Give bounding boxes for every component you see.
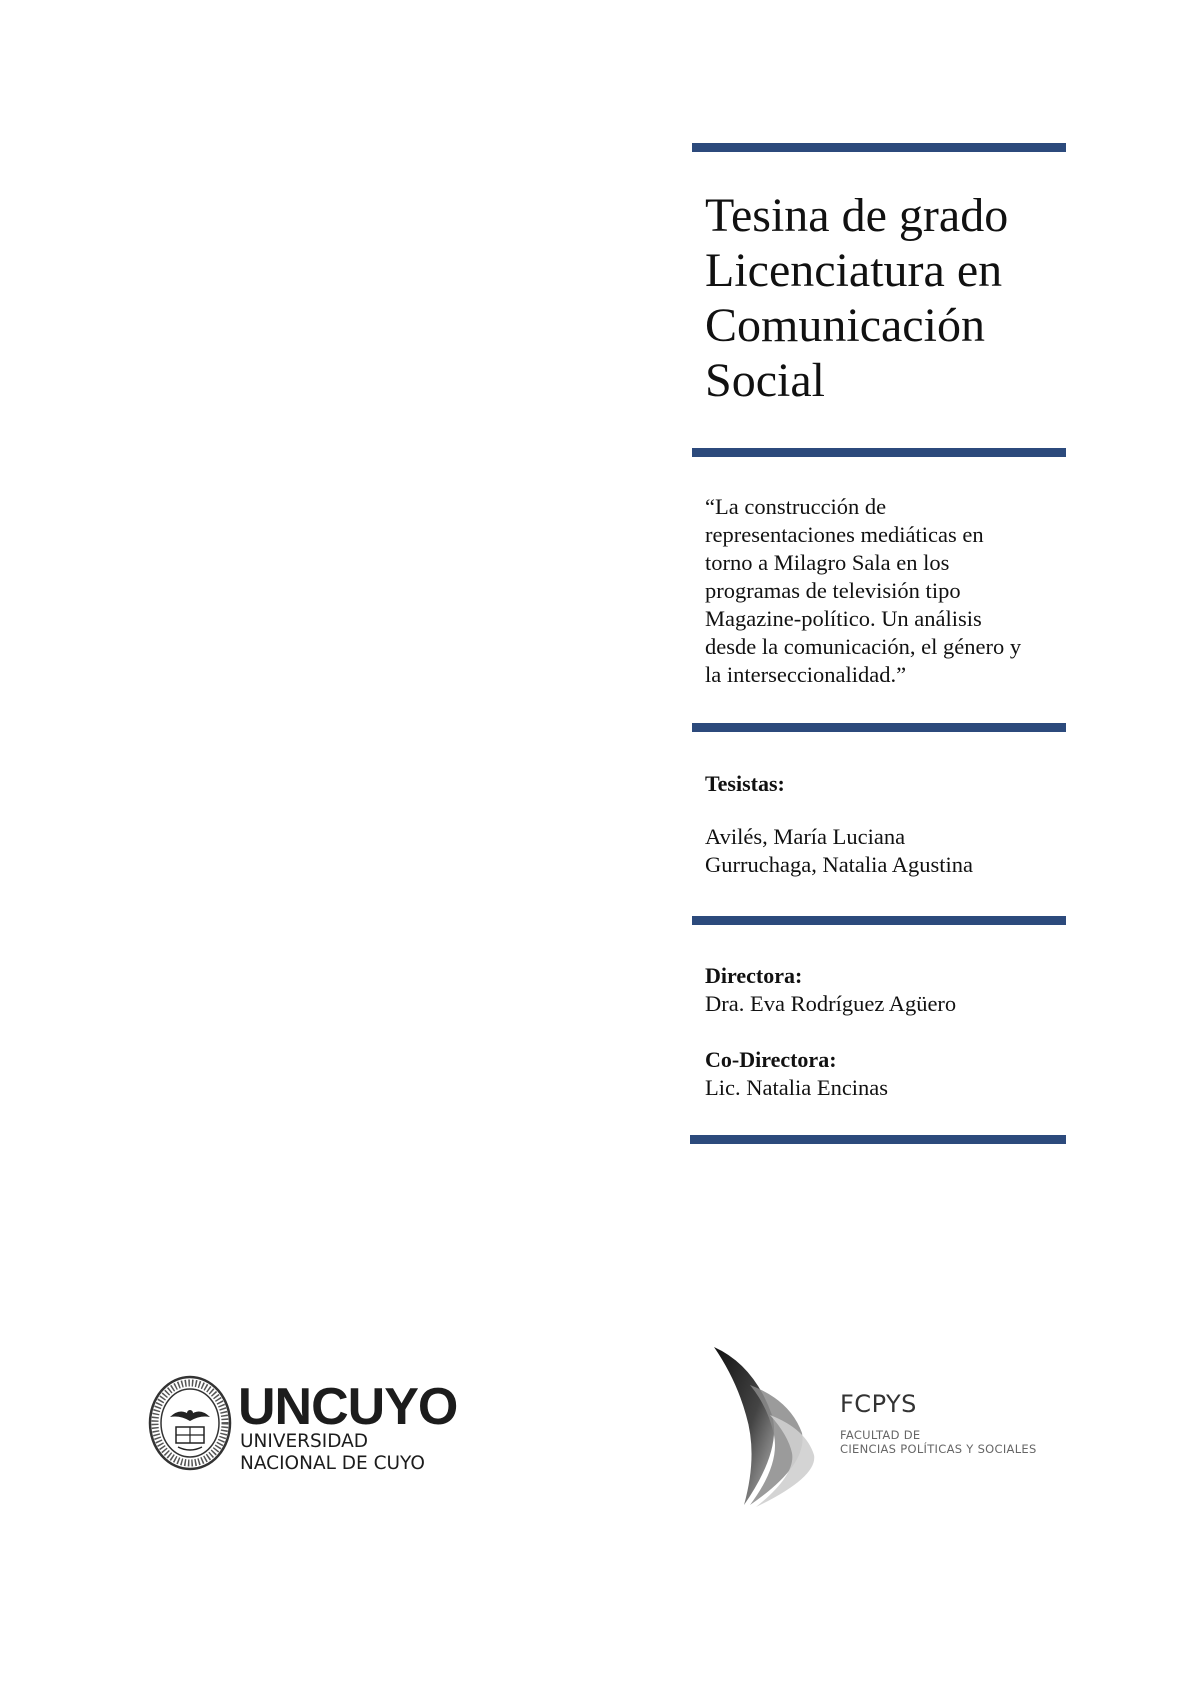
thesis-title-line: torno a Milagro Sala en los	[705, 550, 950, 575]
sail-icon	[710, 1345, 830, 1515]
university-seal-icon	[148, 1375, 232, 1471]
tesista-name: Gurruchaga, Natalia Agustina	[705, 852, 974, 877]
title-line: Tesina de grado	[705, 189, 1009, 242]
divider-top	[692, 143, 1066, 152]
uncuyo-line1: UNIVERSIDAD	[240, 1431, 369, 1452]
thesis-title-line: desde la comunicación, el género y	[705, 634, 1022, 659]
document-title	[705, 188, 1105, 408]
fcpys-logo	[710, 1345, 1050, 1515]
directora-label: Directora:	[705, 963, 803, 988]
uncuyo-logo	[148, 1375, 458, 1475]
divider-bottom	[690, 1135, 1066, 1144]
uncuyo-line2: NACIONAL DE CUYO	[240, 1453, 425, 1474]
title-line: Licenciatura en	[705, 244, 1003, 297]
divider-after-thesis-title	[692, 723, 1066, 732]
thesis-title	[705, 493, 1085, 689]
thesis-title-line: la interseccionalidad.”	[705, 662, 907, 687]
thesis-title-line: representaciones mediáticas en	[705, 522, 984, 547]
divider-after-title	[692, 448, 1066, 457]
fcpys-acronym: FCPYS	[840, 1390, 917, 1418]
uncuyo-wordmark: UNCUYO	[238, 1378, 458, 1436]
title-line: Comunicación	[705, 299, 985, 352]
codirectora-name: Lic. Natalia Encinas	[705, 1075, 889, 1100]
fcpys-line2: CIENCIAS POLÍTICAS Y SOCIALES	[840, 1442, 1037, 1456]
directora-name: Dra. Eva Rodríguez Agüero	[705, 991, 957, 1016]
tesistas-label: Tesistas:	[705, 771, 785, 796]
fcpys-line1: FACULTAD DE	[840, 1428, 921, 1442]
codirectora-label: Co-Directora:	[705, 1047, 837, 1072]
title-line: Social	[705, 354, 825, 407]
divider-after-tesistas	[692, 916, 1066, 925]
tesista-name: Avilés, María Luciana	[705, 824, 906, 849]
thesis-title-line: Magazine-político. Un análisis	[705, 606, 982, 631]
thesis-title-line: “La construcción de	[705, 494, 887, 519]
thesis-title-line: programas de televisión tipo	[705, 578, 961, 603]
